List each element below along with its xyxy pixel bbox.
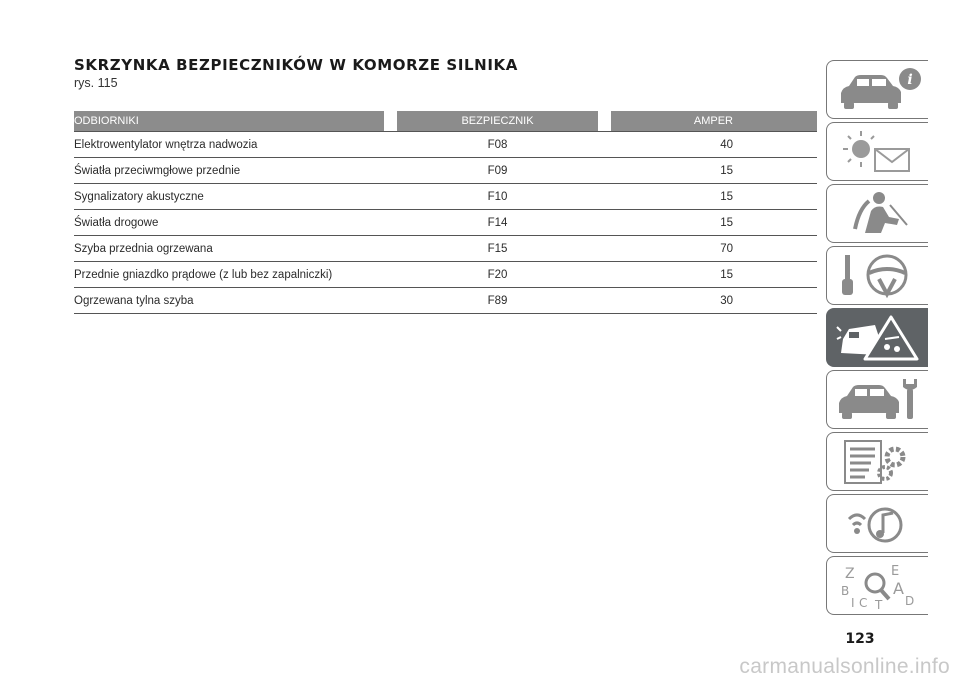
cell-consumer: Szyba przednia ogrzewana	[74, 242, 213, 255]
cell-fuse: F08	[487, 138, 508, 151]
cell-consumer: Elektrowentylator wnętrza nadwozia	[74, 138, 258, 151]
cell-consumer: Sygnalizatory akustyczne	[74, 190, 204, 203]
index-letter: Z	[845, 566, 855, 582]
car-info-icon	[835, 65, 921, 115]
header-fuse: BEZPIECZNIK	[397, 111, 598, 131]
fuse-table	[74, 111, 817, 314]
car-service-icon	[835, 375, 921, 425]
tab-multimedia[interactable]	[826, 494, 928, 553]
warning-lights-icon	[835, 127, 921, 177]
cell-fuse: F10	[487, 190, 508, 203]
table-row	[74, 184, 817, 210]
cell-fuse: F14	[487, 216, 508, 229]
cell-amper: 30	[720, 294, 733, 307]
page-title: SKRZYNKA BEZPIECZNIKÓW W KOMORZE SILNIKA	[74, 56, 518, 74]
cell-amper: 15	[720, 190, 733, 203]
tab-emergency[interactable]	[826, 308, 928, 367]
table-body	[74, 131, 817, 314]
cell-fuse: F89	[487, 294, 508, 307]
cell-amper: 15	[720, 268, 733, 281]
cell-amper: 15	[720, 216, 733, 229]
page-number: 123	[845, 631, 875, 647]
breakdown-warning-icon	[835, 313, 921, 363]
index-letter: C	[859, 596, 868, 610]
index-icon	[835, 561, 921, 611]
cell-fuse: F15	[487, 242, 508, 255]
figure-reference: rys. 115	[74, 76, 118, 90]
airbag-seat-icon	[835, 189, 921, 239]
cell-amper: 15	[720, 164, 733, 177]
watermark: carmanualsonline.info	[739, 655, 950, 678]
tab-starting-driving[interactable]	[826, 246, 928, 305]
table-row	[74, 236, 817, 262]
index-letter: I	[851, 596, 855, 610]
tab-index[interactable]	[826, 556, 928, 615]
table-row	[74, 288, 817, 314]
cell-fuse: F09	[487, 164, 508, 177]
cell-fuse: F20	[487, 268, 508, 281]
specifications-icon	[835, 437, 921, 487]
table-row	[74, 131, 817, 158]
table-header	[74, 111, 817, 131]
svg-text:i: i	[907, 72, 913, 88]
index-letter: E	[891, 564, 900, 579]
cell-amper: 40	[720, 138, 733, 151]
tab-warning-lights[interactable]	[826, 122, 928, 181]
tab-maintenance[interactable]	[826, 370, 928, 429]
cell-consumer: Światła przeciwmgłowe przednie	[74, 164, 241, 177]
index-letter: B	[841, 584, 850, 598]
tab-safety[interactable]	[826, 184, 928, 243]
cell-amper: 70	[720, 242, 733, 255]
table-row	[74, 262, 817, 288]
table-row	[74, 158, 817, 184]
tab-car-info[interactable]	[826, 60, 928, 119]
header-amper: AMPER	[611, 111, 817, 131]
cell-consumer: Przednie gniazdko prądowe (z lub bez zapalniczki)	[74, 268, 333, 281]
key-steering-icon	[835, 251, 921, 301]
index-letter: A	[893, 579, 904, 598]
table-row	[74, 210, 817, 236]
tab-technical-data[interactable]	[826, 432, 928, 491]
cell-consumer: Ogrzewana tylna szyba	[74, 294, 194, 307]
header-consumers: ODBIORNIKI	[74, 111, 384, 131]
index-letter: T	[875, 598, 883, 611]
index-letter: D	[905, 594, 915, 608]
cell-consumer: Światła drogowe	[74, 216, 159, 229]
multimedia-icon	[835, 499, 921, 549]
